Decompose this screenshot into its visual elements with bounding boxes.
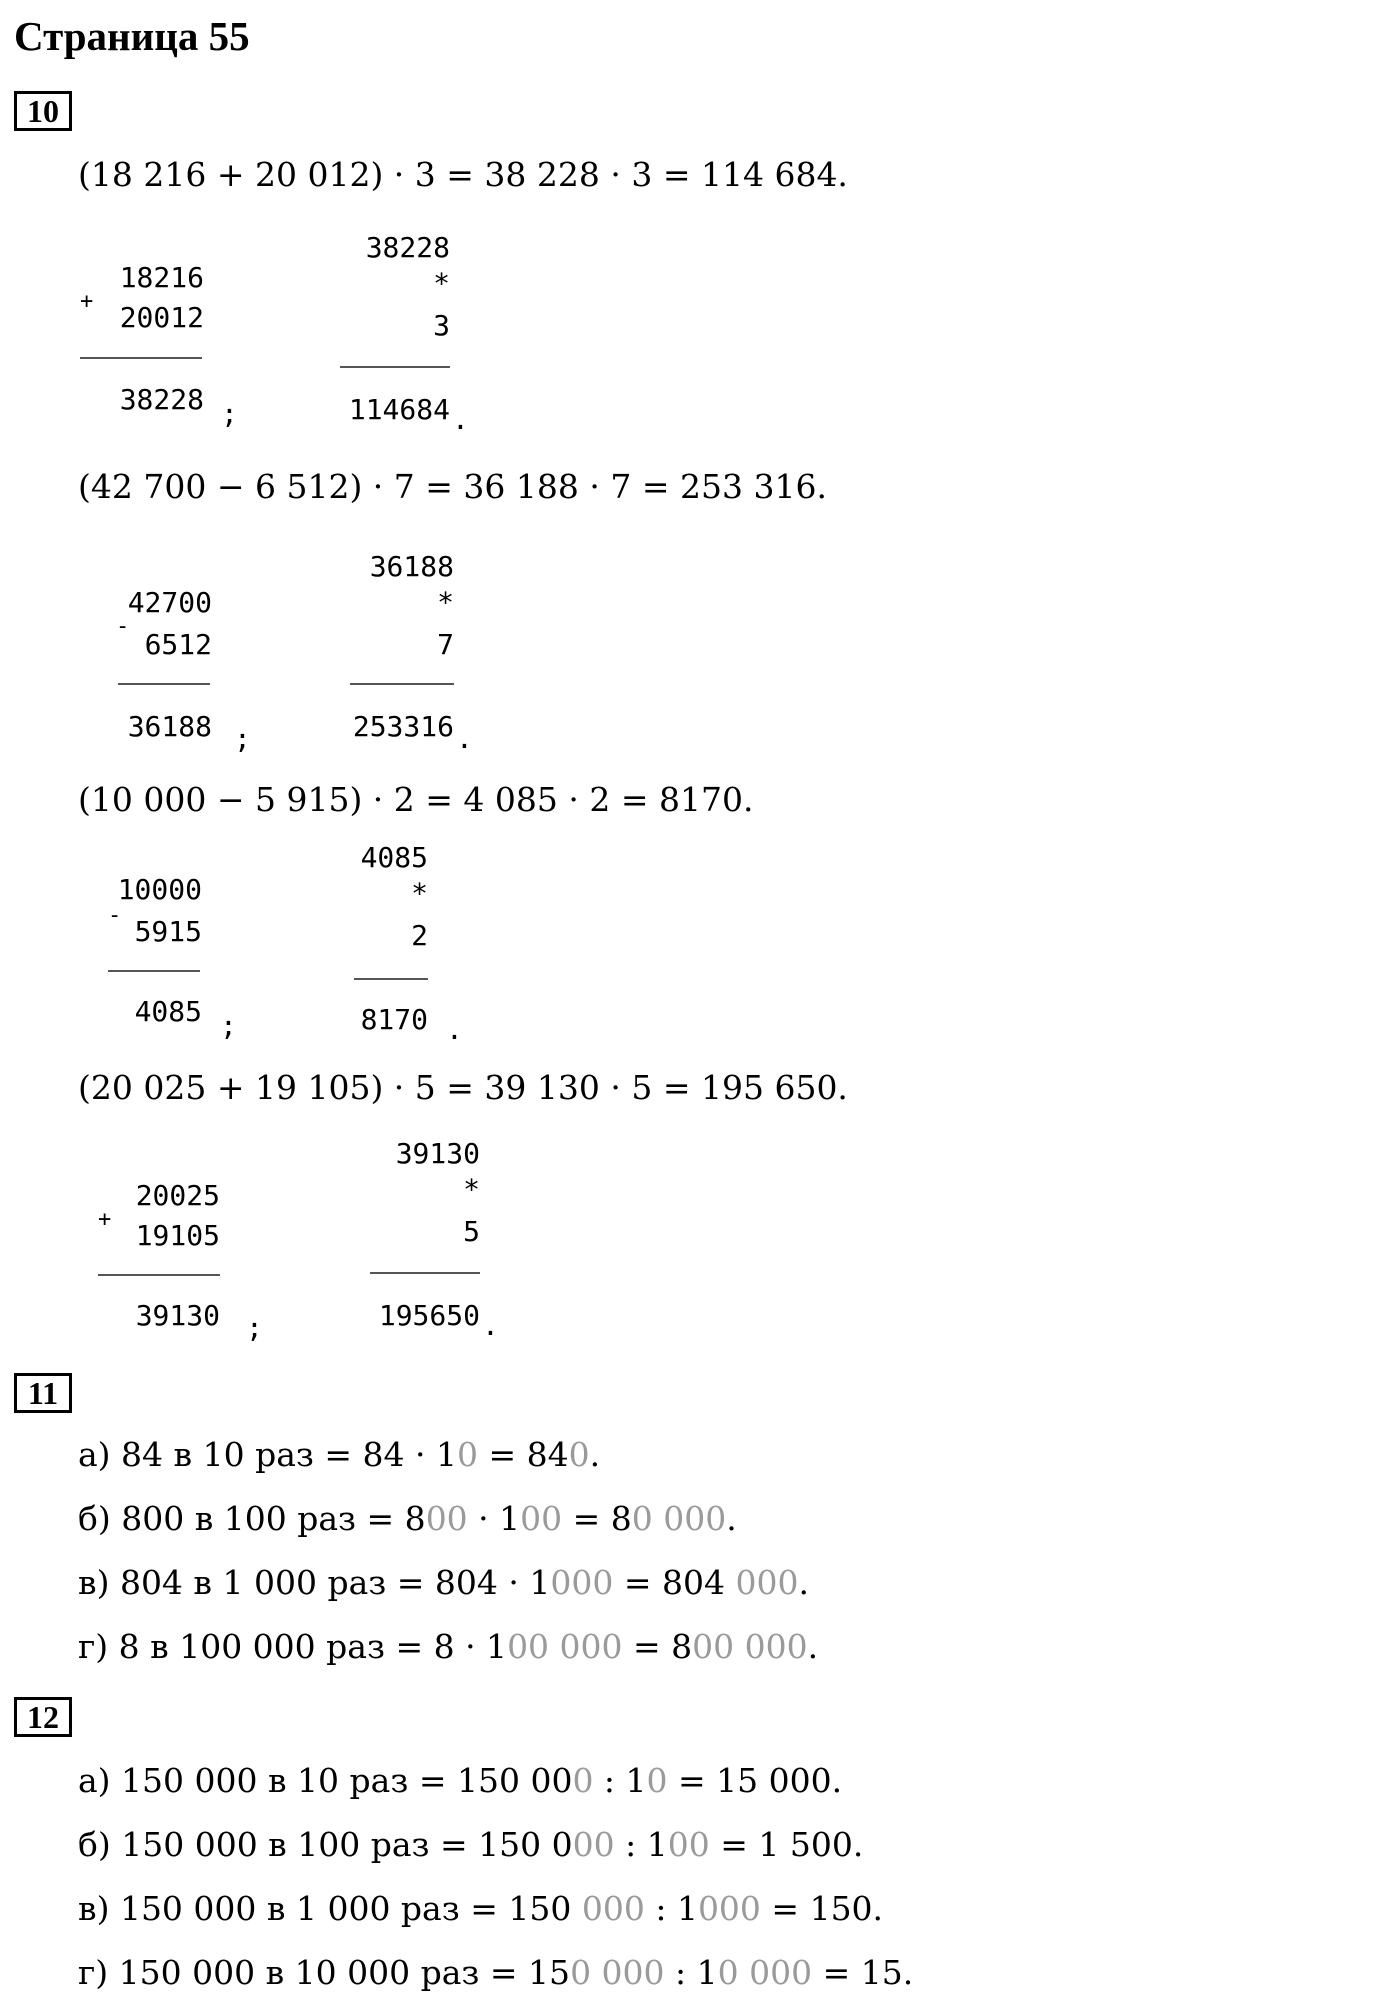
subtrahend: 5915	[134, 915, 202, 948]
text-segment: в) 804 в 1 000 раз = 804 · 1	[78, 1563, 551, 1602]
plus-sign: +	[80, 289, 94, 314]
column-subtraction-2	[86, 547, 251, 755]
difference-result: 4085	[134, 995, 202, 1028]
task-12-line-a	[78, 1761, 842, 1801]
column-multiplication-4	[350, 1134, 499, 1342]
expression-2: (42 700 − 6 512) · 7 = 36 188 · 7 = 253 316.	[78, 467, 827, 506]
task-11-line-b	[78, 1499, 737, 1539]
multiply-sign: *	[433, 267, 450, 300]
grey-digits: 0	[456, 1435, 478, 1474]
sum-line	[98, 1274, 220, 1276]
difference-result: 36188	[127, 710, 212, 743]
text-segment: в) 150 000 в 1 000 раз = 150	[78, 1889, 582, 1928]
period: .	[452, 403, 469, 436]
addend-bottom: 19105	[135, 1219, 220, 1252]
semicolon: ;	[220, 1009, 237, 1042]
task-number-11: 11	[14, 1373, 72, 1413]
factor-top: 36188	[369, 550, 454, 583]
grey-digits: 0 000	[717, 1953, 813, 1992]
grey-digits: 00	[667, 1825, 710, 1864]
text-segment: = 8	[562, 1499, 632, 1538]
factor-top: 38228	[365, 231, 450, 264]
minuend: 42700	[127, 586, 212, 619]
multiply-sign: *	[437, 586, 454, 619]
minuend: 10000	[117, 873, 202, 906]
task-11-line-a	[78, 1435, 600, 1475]
difference-line	[118, 683, 210, 685]
period: .	[482, 1309, 499, 1342]
text-segment: : 1	[614, 1825, 668, 1864]
text-segment: .	[807, 1627, 819, 1666]
text-segment: .	[798, 1563, 809, 1602]
grey-digits: 000	[735, 1563, 799, 1602]
expression-1: (18 216 + 20 012) · 3 = 38 228 · 3 = 114 684.	[78, 155, 848, 194]
factor-top: 39130	[395, 1137, 480, 1170]
grey-digits: 000	[697, 1889, 761, 1928]
period: .	[456, 722, 473, 755]
task-11-line-c	[78, 1563, 809, 1603]
text-segment: а) 84 в 10 раз = 84 · 1	[78, 1435, 457, 1474]
grey-digits: 00	[572, 1825, 615, 1864]
expression-3: (10 000 − 5 915) · 2 = 4 085 · 2 = 8170.	[78, 780, 754, 819]
semicolon: ;	[234, 722, 251, 755]
semicolon: ;	[246, 1311, 263, 1344]
task-12-line-c	[78, 1889, 883, 1929]
column-multiplication-3	[300, 838, 463, 1046]
text-segment: : 1	[644, 1889, 698, 1928]
text-segment: · 1	[467, 1499, 521, 1538]
subtrahend: 6512	[144, 628, 212, 661]
sum-result: 38228	[119, 383, 204, 416]
addend-top: 18216	[119, 261, 204, 294]
grey-digits: 0 000	[570, 1953, 665, 1992]
text-segment: = 150.	[760, 1889, 884, 1928]
text-segment: = 8	[622, 1627, 693, 1666]
sum-line	[80, 357, 202, 359]
product-result: 8170	[360, 1003, 428, 1036]
addend-top: 20025	[135, 1179, 220, 1212]
product-line	[354, 978, 428, 980]
page-title: Страница 55	[14, 13, 250, 59]
text-segment: = 84	[477, 1435, 569, 1474]
task-12-line-d	[78, 1953, 913, 1993]
plus-sign: +	[98, 1207, 112, 1232]
factor-bottom: 2	[411, 919, 428, 952]
addend-bottom: 20012	[119, 301, 204, 334]
task-11-line-d	[78, 1627, 818, 1667]
column-addition-1	[78, 228, 238, 430]
column-multiplication-1	[320, 228, 469, 436]
minus-sign: -	[108, 903, 122, 928]
text-segment: б) 800 в 100 раз = 8	[78, 1499, 426, 1538]
text-segment: = 804	[613, 1563, 736, 1602]
factor-top: 4085	[360, 841, 428, 874]
grey-digits: 00	[425, 1499, 468, 1538]
product-result: 195650	[378, 1299, 480, 1332]
column-multiplication-2	[326, 547, 473, 755]
text-segment: а) 150 000 в 10 раз = 150 00	[78, 1761, 573, 1800]
text-segment: .	[589, 1435, 601, 1474]
difference-line	[108, 970, 200, 972]
multiply-sign: *	[463, 1173, 480, 1206]
column-subtraction-3	[86, 840, 237, 1042]
text-segment: г) 150 000 в 10 000 раз = 15	[78, 1953, 571, 1992]
minus-sign: -	[116, 614, 130, 639]
task-12-line-b	[78, 1825, 863, 1865]
grey-digits: 0	[646, 1761, 668, 1800]
text-segment: = 1 500.	[709, 1825, 864, 1864]
text-segment: = 15.	[812, 1953, 914, 1992]
text-segment: : 1	[593, 1761, 647, 1800]
grey-digits: 0	[568, 1435, 590, 1474]
multiply-sign: *	[411, 877, 428, 910]
period: .	[446, 1013, 463, 1046]
text-segment: : 1	[664, 1953, 718, 1992]
text-segment: г) 8 в 100 000 раз = 8 · 1	[78, 1627, 508, 1666]
grey-digits: 00	[520, 1499, 563, 1538]
sum-result: 39130	[135, 1299, 220, 1332]
task-number-10: 10	[14, 91, 72, 131]
task-number-12: 12	[14, 1697, 72, 1737]
factor-bottom: 3	[433, 309, 450, 342]
product-result: 253316	[352, 710, 454, 743]
product-result: 114684	[348, 393, 450, 426]
text-segment: б) 150 000 в 100 раз = 150 0	[78, 1825, 573, 1864]
product-line	[370, 1272, 480, 1274]
product-line	[340, 366, 450, 368]
column-addition-4	[96, 1160, 263, 1360]
product-line	[350, 683, 454, 685]
grey-digits: 00 000	[692, 1627, 808, 1666]
factor-bottom: 7	[437, 628, 454, 661]
grey-digits: 000	[550, 1563, 614, 1602]
factor-bottom: 5	[463, 1215, 480, 1248]
text-segment: .	[726, 1499, 737, 1538]
semicolon: ;	[221, 397, 238, 430]
grey-digits: 0	[572, 1761, 594, 1800]
grey-digits: 000	[581, 1889, 645, 1928]
grey-digits: 00 000	[507, 1627, 623, 1666]
text-segment: = 15 000.	[667, 1761, 843, 1800]
expression-4: (20 025 + 19 105) · 5 = 39 130 · 5 = 195 650.	[78, 1068, 848, 1107]
grey-digits: 0 000	[631, 1499, 727, 1538]
